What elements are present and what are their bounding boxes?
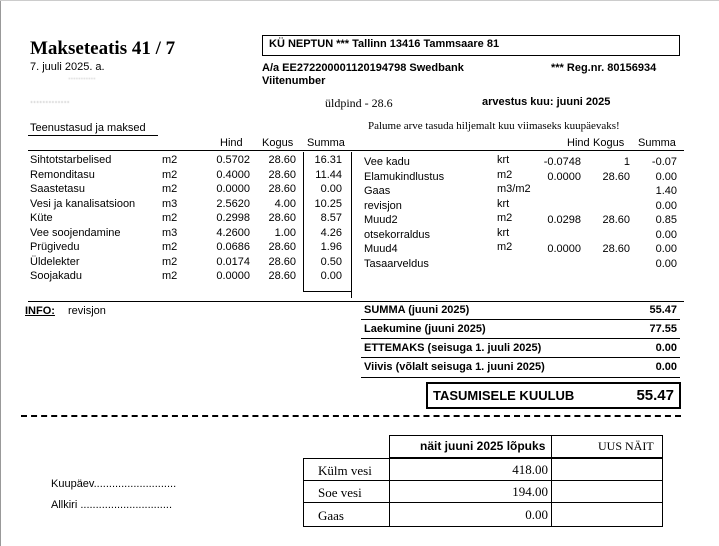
sum: 0.00: [655, 170, 677, 183]
total-summa-value: 55.47: [649, 304, 677, 316]
price: [530, 257, 581, 272]
page-title: Makseteatis 41 / 7: [30, 38, 176, 59]
meter-header-prev-text: näit juuni 2025 lõpuks: [420, 439, 546, 453]
owner-name-blurred: ∙∙∙∙∙∙∙∙∙∙∙∙∙: [30, 96, 70, 108]
list-item: Vee soojendamine: [30, 226, 121, 239]
qty: 28.60: [602, 243, 630, 255]
qty: [585, 184, 630, 199]
unit: m3: [162, 197, 178, 210]
col-qty-left: Kogus: [262, 137, 294, 149]
sum: 0.85: [655, 214, 677, 226]
meter-header-new-text: UUS NÄIT: [598, 439, 654, 453]
total-received-value: 77.55: [649, 323, 677, 335]
qty: 28.60: [268, 255, 296, 268]
amount-due-value: 55.47: [636, 387, 674, 404]
unit: m2: [162, 183, 178, 195]
signature-field-label: Allkiri ..............................: [51, 499, 173, 511]
meter-new-input[interactable]: [551, 458, 663, 481]
owner-code-blurred: ∙∙∙∙∙∙∙∙∙∙∙: [68, 73, 96, 83]
price: [530, 228, 581, 243]
payment-notice: Palume arve tasuda hiljemalt kuu viimaseks kuupäevaks!: [368, 120, 620, 132]
meter-header-new: [551, 435, 663, 458]
qty: 28.60: [268, 270, 296, 282]
qty: 1: [623, 156, 630, 168]
list-item: Elamukindlustus: [364, 170, 445, 183]
list-item: Saastetasu: [30, 183, 86, 195]
meter-name: Gaas: [318, 508, 344, 523]
unit: m2: [497, 168, 513, 181]
list-item: Muud2: [364, 214, 398, 226]
price: 0.4000: [216, 168, 250, 181]
right-rows-qty: [585, 155, 630, 271]
col-price-left: Hind: [220, 137, 243, 149]
unit: m2: [162, 168, 178, 181]
qty: 28.60: [268, 154, 296, 166]
info-text: revisjon: [68, 305, 106, 317]
sum: 0.50: [320, 255, 342, 268]
meter-name: Soe vesi: [318, 485, 362, 500]
total-penalty-value: 0.00: [655, 361, 677, 373]
list-item: Vee kadu: [364, 156, 410, 168]
qty: 28.60: [602, 214, 630, 226]
total-prepayment-label: ETTEMAKS (seisuga 1. juuli 2025): [364, 342, 542, 354]
sum: 1.40: [655, 185, 677, 197]
price: 0.0000: [547, 170, 581, 183]
sum: 0.00: [320, 183, 342, 195]
sum: 0.00: [320, 270, 342, 282]
list-item: revisjon: [364, 199, 402, 212]
list-item: Prügivedu: [30, 241, 80, 253]
qty: 28.60: [268, 183, 296, 195]
total-received-label: Laekumine (juuni 2025): [364, 323, 486, 335]
unit: m2: [497, 212, 513, 224]
meter-row-label: [303, 480, 390, 503]
amount-due-box: [426, 382, 681, 409]
sum: 0.00: [655, 199, 677, 212]
left-rows-prices: [205, 153, 250, 284]
price: 0.0298: [547, 214, 581, 226]
total-prepayment-value: 0.00: [655, 342, 677, 354]
qty: 28.60: [268, 168, 296, 181]
col-sum-right: Summa: [638, 137, 676, 149]
price: 2.5620: [216, 197, 250, 210]
list-item: Sihtotstarbelised: [30, 154, 112, 166]
meter-prev-cell: [389, 458, 552, 481]
left-rows-qty: [255, 153, 296, 284]
issue-date: 7. juuli 2025. a.: [30, 61, 105, 73]
meter-row-label: [303, 502, 390, 527]
qty: 28.60: [602, 170, 630, 183]
meter-prev-cell: [389, 480, 552, 503]
unit: m2: [162, 255, 178, 268]
unit: m2: [162, 241, 178, 253]
unit: m2: [162, 212, 178, 224]
meter-prev-cell: [389, 502, 552, 527]
list-item: Küte: [30, 212, 53, 224]
right-rows-sums: [634, 155, 677, 271]
qty: 1.00: [274, 226, 296, 239]
qty: 28.60: [268, 241, 296, 253]
unit: m2: [162, 270, 178, 282]
meter-name: Külm vesi: [318, 463, 372, 478]
total-penalty-label: Viivis (võlalt seisuga 1. juuni 2025): [364, 361, 545, 373]
qty: [585, 199, 630, 214]
cut-line: [21, 415, 681, 417]
unit: krt: [497, 226, 510, 239]
sum: 16.31: [314, 154, 342, 166]
meter-header-prev: [389, 435, 552, 458]
qty: [585, 228, 630, 243]
price: -0.0748: [543, 156, 581, 168]
registration-number: *** Reg.nr. 80156934: [551, 62, 657, 74]
price: 0.0174: [216, 255, 250, 268]
meter-prev-value: 0.00: [525, 507, 548, 522]
meter-new-input[interactable]: [551, 502, 663, 527]
list-item: Gaas: [364, 185, 391, 197]
price: [530, 199, 581, 214]
services-heading: Teenustasud ja maksed: [30, 122, 146, 134]
price: [530, 184, 581, 199]
sum: -0.07: [651, 156, 677, 168]
reference-number-label: Viitenumber: [262, 75, 326, 87]
list-item: Tasaarveldus: [364, 257, 429, 270]
unit: [497, 255, 531, 270]
company-name: KÜ NEPTUN *** Tallinn 13416 Tammsaare 81: [269, 38, 500, 50]
company-box: [262, 35, 680, 56]
bank-account: A/a EE272200001120194798 Swedbank: [262, 62, 464, 74]
date-field-label: Kuupäev...........................: [51, 478, 177, 490]
info-label: INFO:: [25, 305, 55, 317]
unit: m3/m2: [497, 183, 531, 195]
meter-prev-value: 418.00: [512, 462, 548, 477]
price: 0.5702: [216, 154, 250, 166]
unit: krt: [497, 154, 510, 166]
qty: 28.60: [268, 212, 296, 224]
unit: m2: [497, 241, 513, 253]
right-rows-units: [497, 153, 531, 269]
unit: m3: [162, 226, 178, 239]
unit: m2: [162, 154, 178, 166]
price: 0.0000: [216, 183, 250, 195]
sum: 8.57: [320, 212, 342, 224]
list-item: Vesi ja kanalisatsioon: [30, 197, 136, 210]
list-item: Üldelekter: [30, 255, 80, 268]
sum: 10.25: [314, 197, 342, 210]
qty: 4.00: [274, 197, 296, 210]
sum: 0.00: [655, 257, 677, 270]
unit: krt: [497, 197, 510, 210]
qty: [585, 257, 630, 272]
total-area: üldpind - 28.6: [325, 96, 393, 110]
col-price-right: Hind: [567, 137, 590, 149]
price: 0.0000: [216, 270, 250, 282]
list-item: otsekorraldus: [364, 228, 431, 241]
price: 0.0686: [216, 241, 250, 253]
col-sum-left: Summa: [307, 137, 345, 149]
meter-new-input[interactable]: [551, 480, 663, 503]
amount-due-label: TASUMISELE KUULUB: [433, 388, 575, 403]
price: 0.0000: [547, 243, 581, 255]
price: 4.2600: [216, 226, 250, 239]
meter-prev-value: 194.00: [512, 484, 548, 499]
price: 0.2998: [216, 212, 250, 224]
left-rows-sums: [300, 153, 342, 284]
right-rows-prices: [530, 155, 581, 271]
left-rows-names: [30, 153, 135, 284]
left-rows-units: [162, 153, 177, 284]
total-summa-label: SUMMA (juuni 2025): [364, 304, 470, 316]
right-rows-names: [364, 155, 444, 271]
billing-period: arvestus kuu: juuni 2025: [482, 96, 611, 108]
list-item: Soojakadu: [30, 270, 82, 282]
col-qty-right: Kogus: [593, 137, 625, 149]
sum: 1.96: [320, 241, 342, 253]
list-item: Remonditasu: [30, 168, 95, 181]
sum: 11.44: [315, 168, 342, 181]
list-item: Muud4: [364, 243, 398, 255]
sum: 0.00: [655, 243, 677, 255]
sum: 4.26: [320, 226, 342, 239]
sum: 0.00: [655, 228, 677, 241]
meter-row-label: [303, 458, 390, 481]
